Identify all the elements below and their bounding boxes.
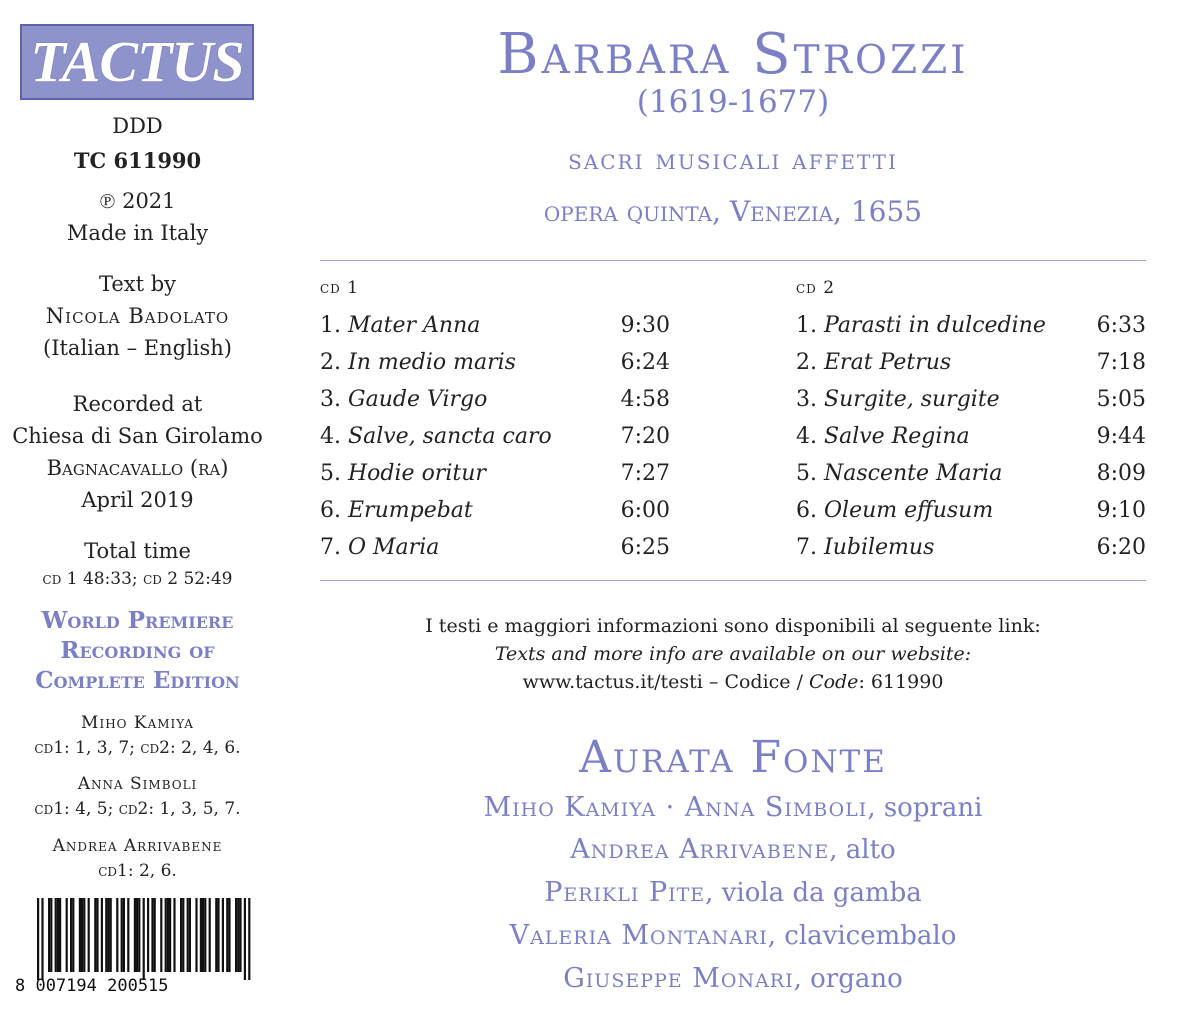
track-number: 4. <box>796 424 817 449</box>
track-duration: 4:58 <box>620 387 670 412</box>
cd2-heading: cd 2 <box>796 278 836 298</box>
track-duration: 9:44 <box>1096 424 1146 449</box>
cd1-track-4 <box>320 419 670 456</box>
barcode-bar <box>59 898 61 972</box>
cd2-track-5 <box>796 456 1146 493</box>
text-by-label: Text by <box>98 272 177 296</box>
track-duration: 6:33 <box>1096 313 1146 338</box>
cd1-heading: cd 1 <box>320 278 360 298</box>
singer-3-tracks: cd1: 2, 6. <box>98 861 177 881</box>
performer-line-2 <box>320 830 1146 870</box>
track-duration: 8:09 <box>1096 461 1146 486</box>
cd2-track-1 <box>796 308 1146 345</box>
track-title: In medio maris <box>348 350 516 375</box>
barcode-bar <box>173 898 175 972</box>
track-title: Oleum effusum <box>824 498 994 523</box>
barcode-bar <box>165 898 167 972</box>
phonogram-year: ℗ 2021 <box>99 189 176 213</box>
barcode-bar <box>79 898 81 972</box>
barcode-bar <box>41 898 43 980</box>
barcode-bar <box>237 898 239 972</box>
track-duration: 7:27 <box>620 461 670 486</box>
track-number: 2. <box>320 350 341 375</box>
recorded-label: Recorded at <box>72 392 203 416</box>
barcode-bar <box>50 898 52 972</box>
singer-3-name: Andrea Arrivabene <box>52 836 223 856</box>
barcode-bar <box>160 898 162 972</box>
catalog-number: TC 611990 <box>73 148 202 173</box>
track-title: Parasti in dulcedine <box>824 313 1046 338</box>
barcode-bar <box>147 898 149 972</box>
barcode-bar <box>169 898 171 972</box>
barcode-bar <box>226 898 228 972</box>
barcode-bar <box>81 898 83 972</box>
ddd-label: DDD <box>112 114 163 138</box>
barcode-bar <box>244 898 246 980</box>
info-block <box>320 612 1146 696</box>
barcode-bar <box>134 898 136 972</box>
barcode-bar <box>127 898 129 972</box>
track-duration: 7:18 <box>1096 350 1146 375</box>
recorded-place: Chiesa di San Girolamo <box>12 424 263 448</box>
divider-top <box>320 260 1146 261</box>
track-number: 6. <box>796 498 817 523</box>
singer-2-tracks: cd1: 4, 5; cd2: 1, 3, 5, 7. <box>34 799 241 819</box>
barcode-bar <box>189 898 191 972</box>
composer-dates: (1619-1677) <box>636 84 830 120</box>
barcode-bar <box>248 898 250 980</box>
made-in: Made in Italy <box>66 221 209 245</box>
track-duration: 6:20 <box>1096 535 1146 560</box>
track-number: 2. <box>796 350 817 375</box>
barcode-bar <box>66 898 68 972</box>
performer-name: Andrea Arrivabene <box>570 834 830 865</box>
track-number: 5. <box>320 461 341 486</box>
recorded-town: Bagnacavallo (ra) <box>46 456 229 480</box>
track-number: 5. <box>796 461 817 486</box>
track-title: Salve Regina <box>824 424 970 449</box>
singer-1-tracks: cd1: 1, 3, 7; cd2: 2, 4, 6. <box>34 738 241 758</box>
singer-2-name: Anna Simboli <box>77 774 198 794</box>
barcode-bar <box>154 898 156 972</box>
cd1-track-2 <box>320 345 670 382</box>
barcode-bar <box>121 898 123 972</box>
premiere-line-3: Complete Edition <box>35 667 240 694</box>
performer-line-3 <box>320 873 1146 913</box>
track-title: Iubilemus <box>824 535 935 560</box>
text-by-name: Nicola Badolato <box>45 304 230 328</box>
text-by-languages: (Italian – English) <box>43 336 232 360</box>
track-title: Salve, sancta caro <box>348 424 552 449</box>
barcode-bar <box>116 898 118 972</box>
barcode-bar <box>235 898 237 972</box>
cd2-track-4 <box>796 419 1146 456</box>
track-title: Surgite, surgite <box>824 387 1000 412</box>
track-number: 7. <box>320 535 341 560</box>
track-number: 1. <box>796 313 817 338</box>
track-duration: 9:10 <box>1096 498 1146 523</box>
barcode-bar <box>110 898 112 972</box>
work-opus: opera quinta, Venezia, 1655 <box>543 195 923 228</box>
barcode-bar <box>143 898 145 980</box>
track-duration: 6:25 <box>620 535 670 560</box>
track-title: Hodie oritur <box>348 461 486 486</box>
performer-line-4 <box>320 916 1146 956</box>
barcode-bar <box>107 898 109 972</box>
info-code: : 611990 <box>858 671 944 693</box>
performer-role: , clavicembalo <box>767 921 957 951</box>
left-column <box>0 0 275 1019</box>
track-number: 3. <box>796 387 817 412</box>
track-title: Nascente Maria <box>824 461 1003 486</box>
recorded-date: April 2019 <box>81 488 194 512</box>
performer-name: Valeria Montanari <box>509 920 768 951</box>
cd1-track-6 <box>320 493 670 530</box>
barcode-bar <box>37 898 39 980</box>
performer-role: , soprani <box>867 793 983 823</box>
barcode-bar <box>136 898 138 972</box>
barcode-bar <box>180 898 182 972</box>
barcode-bar <box>228 898 230 972</box>
track-number: 4. <box>320 424 341 449</box>
cd1-track-7 <box>320 530 670 567</box>
cd1-track-3 <box>320 382 670 419</box>
barcode-bar <box>55 898 57 972</box>
barcode-bar <box>48 898 50 972</box>
work-title: sacri musicali affetti <box>568 143 898 176</box>
info-url: www.tactus.it/testi – Codice / <box>522 671 810 693</box>
barcode-bar <box>239 898 241 972</box>
barcode-bar <box>215 898 217 972</box>
cd1-track-1 <box>320 308 670 345</box>
performer-line-5 <box>320 959 1146 999</box>
cd2-tracklist <box>796 308 1146 567</box>
barcode-bar <box>195 898 197 972</box>
info-code-label: Code <box>809 671 859 693</box>
barcode-bar <box>94 898 96 972</box>
barcode-bar <box>72 898 74 972</box>
track-title: Gaude Virgo <box>348 387 488 412</box>
premiere-line-1: World Premiere <box>41 607 234 634</box>
cd1-track-5 <box>320 456 670 493</box>
divider-bottom <box>320 580 1146 581</box>
track-title: O Maria <box>348 535 440 560</box>
tactus-logo <box>20 24 254 100</box>
cd2-track-2 <box>796 345 1146 382</box>
barcode-bar <box>83 898 85 972</box>
barcode-bar <box>105 898 107 972</box>
track-duration: 6:00 <box>620 498 670 523</box>
barcode-bar <box>204 898 206 972</box>
track-duration: 6:24 <box>620 350 670 375</box>
track-duration: 7:20 <box>620 424 670 449</box>
performer-role: , organo <box>793 964 903 994</box>
premiere-line-2: Recording of <box>60 637 215 664</box>
track-number: 3. <box>320 387 341 412</box>
barcode-bar <box>222 898 224 972</box>
barcode-bar <box>96 898 98 972</box>
cd1-tracklist <box>320 308 670 567</box>
barcode-bar <box>217 898 219 972</box>
performer-line-1 <box>320 788 1146 828</box>
performer-name: Perikli Pite <box>544 877 706 908</box>
track-duration: 5:05 <box>1096 387 1146 412</box>
ensemble-name: Aurata Fonte <box>579 732 887 783</box>
performer-role: , viola da gamba <box>705 878 922 908</box>
performer-name: Giuseppe Monari <box>563 963 794 994</box>
performer-role: , alto <box>829 835 896 865</box>
total-time-value: cd 1 48:33; cd 2 52:49 <box>42 569 233 589</box>
logo-text: TACTUS <box>30 29 244 94</box>
info-link <box>320 668 1146 696</box>
track-number: 1. <box>320 313 341 338</box>
cd2-track-3 <box>796 382 1146 419</box>
barcode <box>15 898 255 993</box>
barcode-bar <box>88 898 90 972</box>
barcode-digits: 8 007194 200515 <box>15 976 169 993</box>
track-number: 7. <box>796 535 817 560</box>
track-duration: 9:30 <box>620 313 670 338</box>
cd2-track-7 <box>796 530 1146 567</box>
barcode-bar <box>123 898 125 972</box>
barcode-bar <box>151 898 153 972</box>
info-italian: I testi e maggiori informazioni sono disponibili al seguente link: <box>425 615 1041 637</box>
barcode-bar <box>57 898 59 972</box>
composer-name: Barbara Strozzi <box>497 22 969 87</box>
barcode-bar <box>101 898 103 972</box>
total-time-label: Total time <box>84 539 191 563</box>
barcode-bar <box>167 898 169 972</box>
cd2-track-6 <box>796 493 1146 530</box>
barcode-bar <box>70 898 72 972</box>
track-title: Mater Anna <box>348 313 481 338</box>
barcode-bar <box>182 898 184 972</box>
barcode-bar <box>200 898 202 972</box>
singer-1-name: Miho Kamiya <box>81 713 194 733</box>
track-title: Erat Petrus <box>824 350 952 375</box>
barcode-bar <box>202 898 204 972</box>
track-number: 6. <box>320 498 341 523</box>
barcode-bar <box>209 898 211 972</box>
performer-name: Miho Kamiya · Anna Simboli <box>483 792 868 823</box>
track-title: Erumpebat <box>348 498 473 523</box>
barcode-bar <box>187 898 189 972</box>
barcode-bar <box>138 898 140 972</box>
info-english: Texts and more info are available on our website: <box>494 643 972 665</box>
